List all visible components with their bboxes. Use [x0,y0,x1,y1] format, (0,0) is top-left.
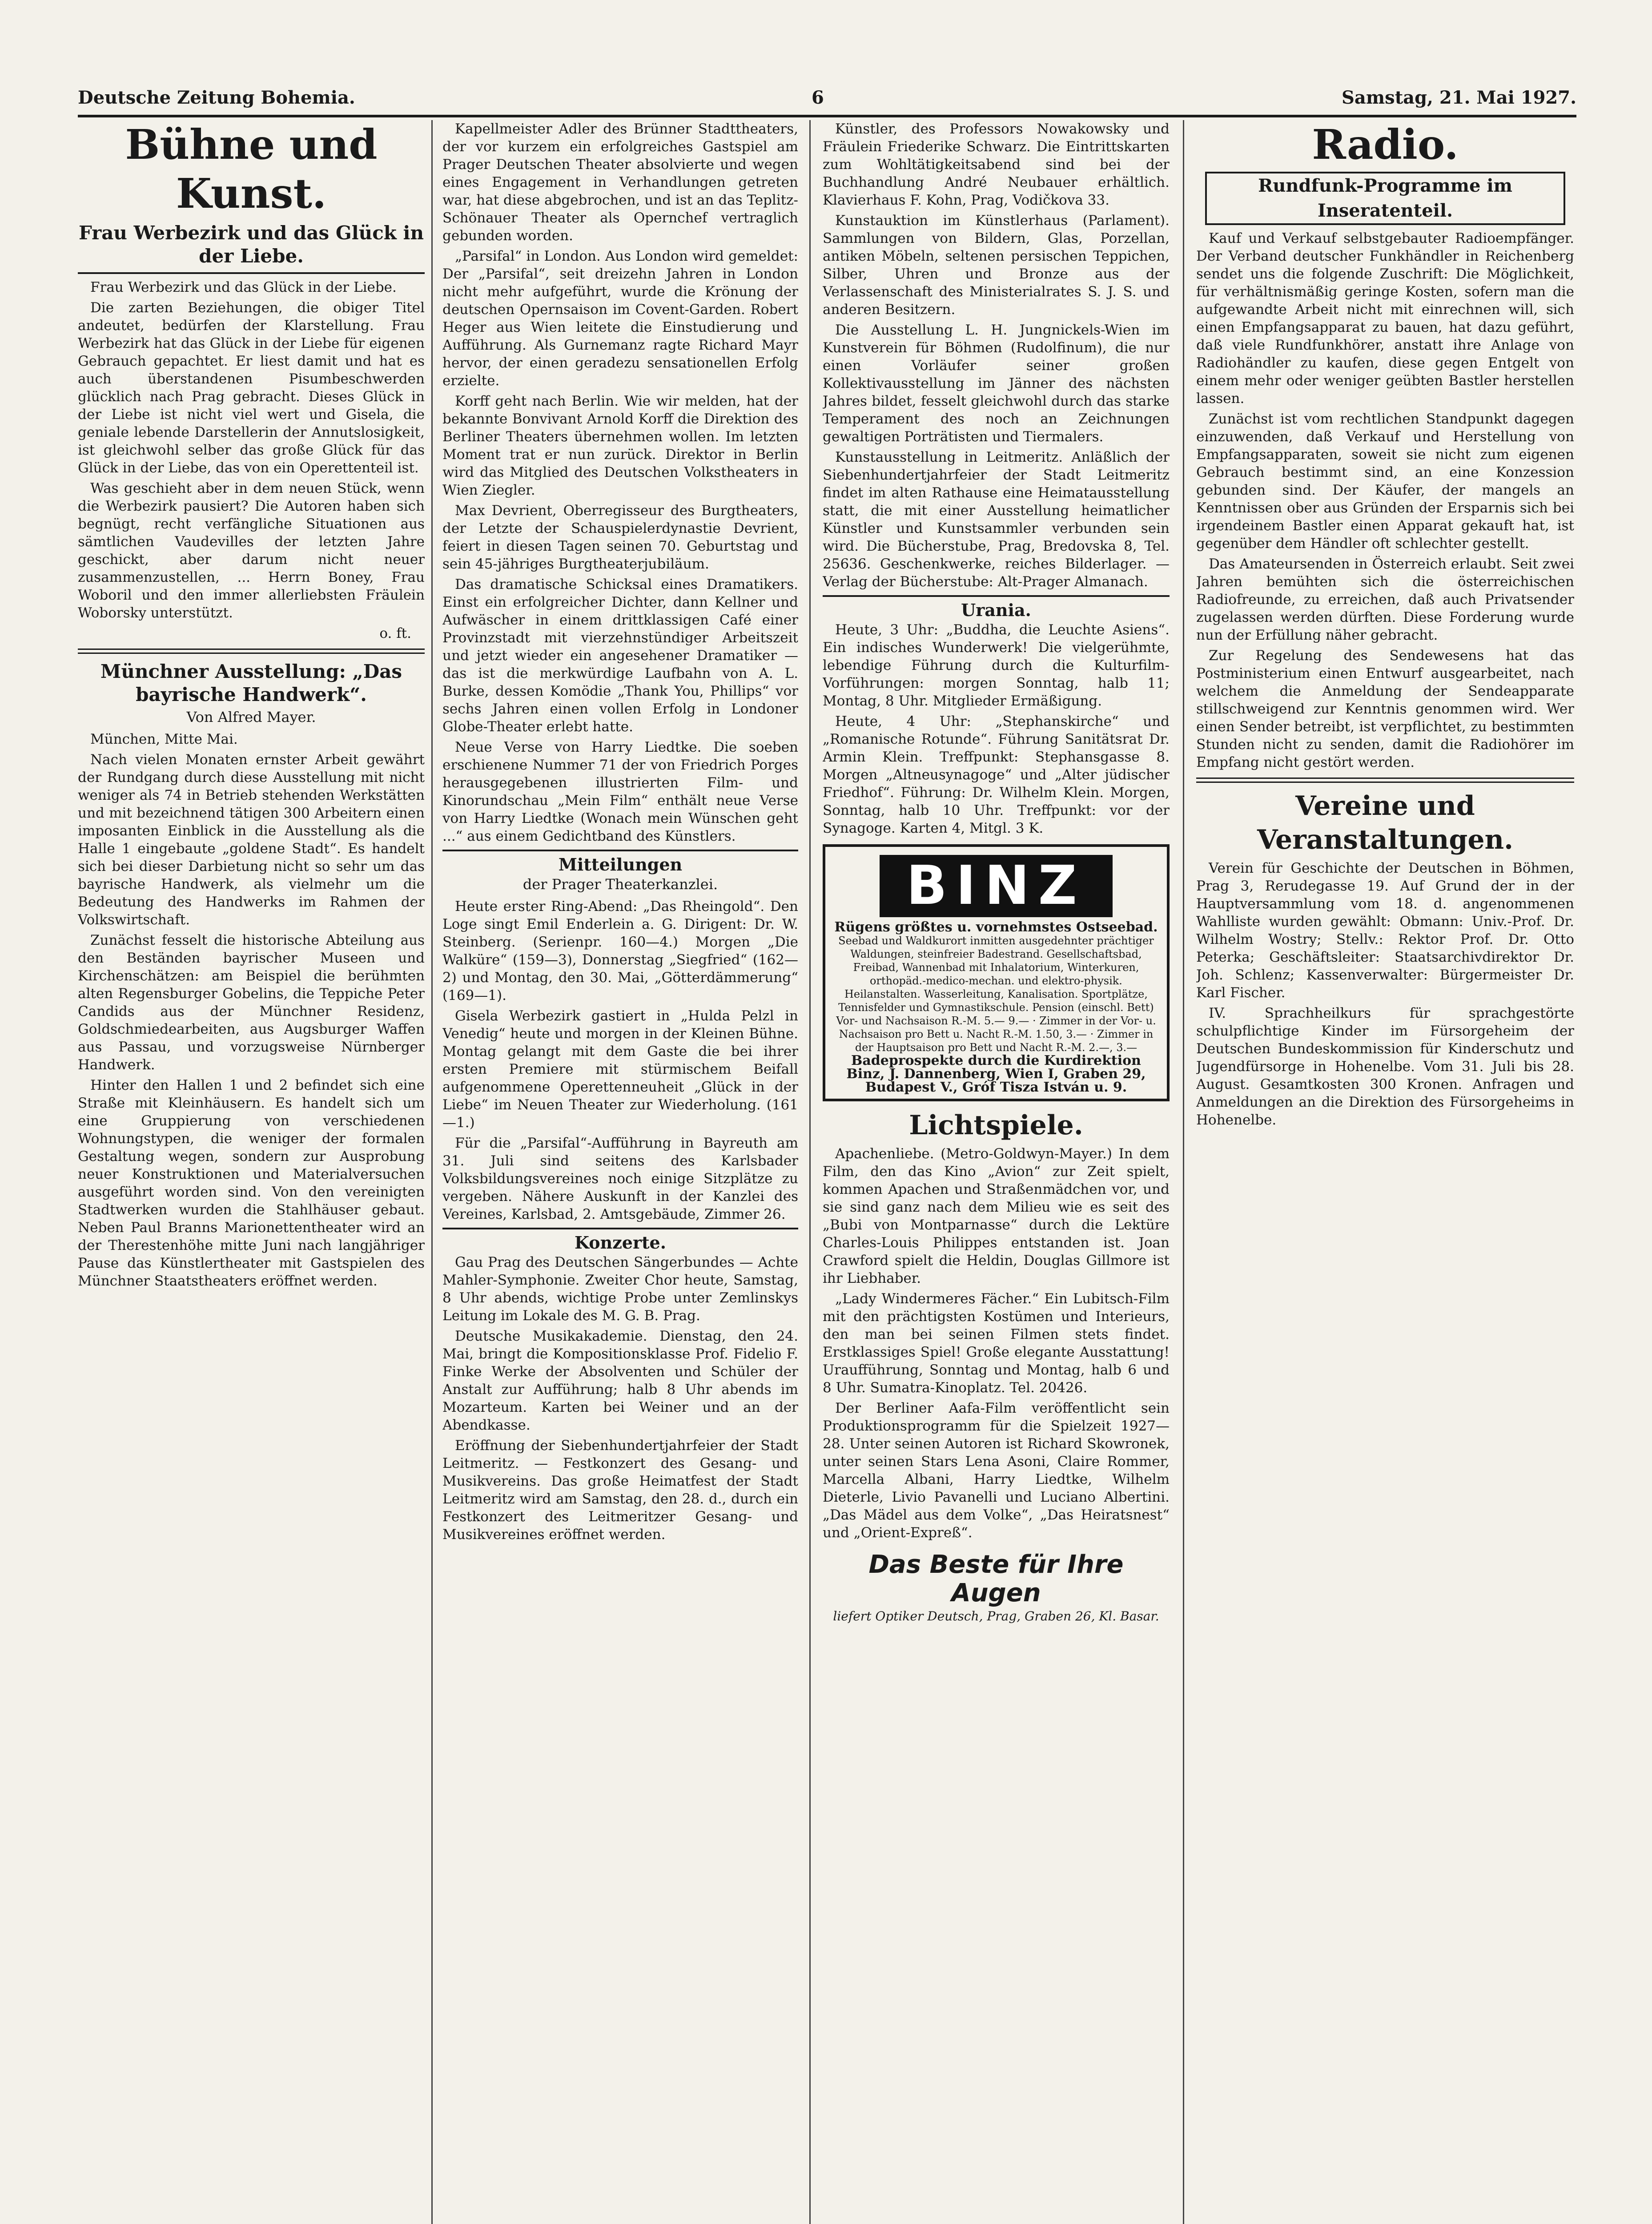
article-paragraph: Das Amateursenden in Österreich erlaubt. Seit zwei Jahren bemühten sich die österreichischen Radiofreunde, zu erreichen, daß auch Privatsender zugelassen werden dürften. Diese Forderung wurde nun der Erfüllung näher gebracht. [1196,556,1574,643]
article-paragraph: Kapellmeister Adler des Brünner Stadttheaters, der vor kurzem ein erfolgreiches Gastspiel am Prager Deutschen Theater absolvierte und wegen eines Engagement in Verhandlungen getreten war, hat diese abgebrochen, und ist an das Teplitz-Schönauer Theater als Opernchef vertraglich gebunden worden. [442,121,798,244]
article-author: Von Alfred Mayer. [186,709,316,725]
article-paragraph: Heute, 4 Uhr: „Stephanskirche“ und „Romanische Rotunde“. Führung Sanitätsrat Dr. Armin Klein. Treffpunkt: Stephansgasse 8. Morgen „Altneusynagoge“ und „Alter jüdischer Friedhof“. Führung: Dr. Wilhelm Klein. Morgen, Sonntag, halb 10 Uhr. Treffpunkt: vor der Synagoge. Karten 4, Mitgl. 3 K. [823,713,1170,836]
article-paragraph: Das dramatische Schicksal eines Dramatikers. Einst ein erfolgreicher Dichter, dann Kellner und Aufwäscher in einem drittklassigen Café einer Provinzstadt mit vierzehnstündiger Arbeitszeit und jetzt wieder ein angesehener Dramatiker — das ist die merkwürdige Laufbahn von A. L. Burke, dessen Komödie „Thank You, Phillips“ vor sechs Jahren einen vollen Erfolg in Londoner Globe-Theater erlebt hatte. [442,576,798,735]
article-paragraph: Nach vielen Monaten ernster Arbeit gewährt der Rundgang durch diese Ausstellung mit nicht weniger als 74 in Betrieb stehenden Werkstätten und mit bezeichnend tätigen 300 Arbeitern einen imposanten Einblick in die Ausstellung als die Halle 1 eingebaute „goldene Stadt“. Es handelt sich bei dieser Darbietung nicht so sehr um das bayrische Handwerk, als vielmehr um die Bedeutung des Handwerks im Rahmen der Volkswirtschaft. [78,752,425,928]
column-3 [823,120,1170,2224]
article-paragraph: Zur Regelung des Sendewesens hat das Postministerium einen Entwurf ausgearbeitet, nach welchem die Anmeldung der Sendeapparate stillschweigend zur Kenntnis genommen wird. Wer einen Sender betreibt, ist verpflichtet, zu bestimmten Stunden nicht zu senden, damit die Radiohörer im Empfang nicht gestört werden. [1196,648,1574,770]
article-paragraph: Deutsche Musikakademie. Dienstag, den 24. Mai, bringt die Kompositionsklasse Prof. Fidelio F. Finke Werke der Absolventen und Schüler der Anstalt zur Aufführung; halb 8 Uhr abends im Mozarteum. Karten bei Weiner und an der Abendkasse. [442,1328,798,1433]
article-paragraph: Verein für Geschichte der Deutschen in Böhmen, Prag 3, Rerudegasse 19. Auf Grund der in der Hauptversammlung vom 18. d. angenommenen Wahlliste wurden gewählt: Obmann: Univ.-Prof. Dr. Wilhelm Wostry; Stellv.: Rektor Prof. Dr. Otto Peterka; Geschäftsleiter: Staatsarchivdirektor Dr. Joh. Schlenz; Kassenverwalter: Bürgermeister Dr. Karl Fischer. [1196,860,1574,1001]
article-paragraph: Zunächst ist vom rechtlichen Standpunkt dagegen einzuwenden, daß Verkauf und Herstellung von Empfangsapparaten, soweit sie nicht zum eigenen Gebrauch bestimmt sind, an eine Konzession gebunden sind. Der Käufer, der mangels an Kenntnissen ober aus Gründen der Ersparnis sich bei irgendeinem Bastler einen Apparat gekauft hat, ist gegenüber dem Händler oft schlechter gestellt. [1196,411,1574,552]
article-headline: Münchner Ausstellung: „Das bayrische Handwerk“. [100,661,402,705]
section-title-radio: Radio. [1312,121,1459,169]
section-title-lichtspiele: Lichtspiele. [909,1110,1083,1141]
page-header [78,79,1576,117]
ad-footer: Badeprospekte durch die Kurdirektion Binz, J. Dannenberg, Wien I, Graben 29, Budapest V., Gróf Tisza István u. 9. [846,1053,1146,1095]
section-title-vereine: Vereine und Veranstaltungen. [1257,790,1514,855]
article-paragraph: Kunstauktion im Künstlerhaus (Parlament). Sammlungen von Bildern, Glas, Porzellan, antiken Möbeln, seltenen persischen Teppichen, Silber, Uhren und Bronze aus der Verlassenschaft des Ministerialrates S. J. S. und anderen Besitzern. [823,213,1170,318]
ad-tagline: Rügens größtes u. vornehmstes Ostseebad. [834,919,1158,935]
subsection-title: Konzerte. [575,1233,666,1253]
rule [442,1228,798,1229]
rule [78,649,425,654]
article-paragraph: Heute erster Ring-Abend: „Das Rheingold“. Den Loge singt Emil Enderlein a. G. Dirigent: Dr. W. Steinberg. (Serienpr. 160—4.) Morgen „Die Walküre“ (159—3), Donnerstag „Siegfried“ (162—2) und Montag, den 30. Mai, „Götterdämmerung“ (169—1). [442,898,798,1003]
article-paragraph: Max Devrient, Oberregisseur des Burgtheaters, der Letzte der Schauspielerdynastie Devrient, feiert in diesen Tagen seinen 70. Geburtstag und sein 45-jähriges Burgtheaterjubiläum. [442,503,798,572]
article-paragraph: Für die „Parsifal“-Aufführung in Bayreuth am 31. Juli sind seitens des Karlsbader Volksbildungsvereines noch einige Sitzplätze zu vergeben. Nähere Auskunft in der Kanzlei des Vereines, Karlsbad, 2. Amtsgebäude, Zimmer 26. [442,1135,798,1222]
article-paragraph: Was geschieht aber in dem neuen Stück, wenn die Werbezirk pausiert? Die Autoren haben sich begnügt, recht verfängliche Situationen aus sämtlichen Vaudevilles der letzten Jahre geschickt, aber darum nicht neuer zusammenzustellen, ... Herrn Boney, Frau Woboril und den immer allerliebsten Fräulein Woborsky unterstützt. [78,480,425,621]
article-paragraph: Kauf und Verkauf selbstgebauter Radioempfänger. Der Verband deutscher Funkhändler in Reichenberg sendet uns die folgende Zuschrift: Die Möglichkeit, für verhältnismäßig geringe Kosten, sofern man die aufgewandte Arbeit nicht mit einrechnen will, sich einen Empfangsapparat zu bauen, hat dazu geführt, daß viele Rundfunkhörer, anstatt ihre Anlage von Radiohändler zu kaufen, diese gegen Entgelt von einem mehr oder weniger geübten Bastler herstellen lassen. [1196,230,1574,407]
page-number: 6 [812,87,824,108]
article-headline: Frau Werbezirk und das Glück in der Liebe. [79,222,424,267]
issue-date: Samstag, 21. Mai 1927. [1342,87,1576,108]
article-paragraph: Frau Werbezirk und das Glück in der Liebe. [90,279,397,295]
article-paragraph: Neue Verse von Harry Liedtke. Die soeben erschienene Nummer 71 der von Friedrich Porges herausgegebenen illustrierten Film- und Kinorundschau „Mein Film“ enthält neue Verse von Harry Liedtke (Wonach mein Wünschen geht ...“ aus einem Gedichtband des Künstlers. [442,739,798,844]
rule [1196,778,1574,783]
article-paragraph: Kunstausstellung in Leitmeritz. Anläßlich der Siebenhundertjahrfeier der Stadt Leitmeritz findet im alten Rathause eine Heimatausstellung statt, die mit einer Ausstellung heimatlicher Künstler und Kunstsammler verbunden sein wird. Die Bücherstube, Prag, Bredovska 8, Tel. 25636. Geschenkwerke, reiches Bilderlager. — Verlag der Bücherstube: Alt-Prager Almanach. [823,449,1170,590]
rule [442,850,798,851]
article-paragraph: Künstler, des Professors Nowakowsky und Fräulein Friederike Schwarz. Die Eintrittskarten zum Wohltätigkeitsabend sind bei der Buchhandlung André Neubauer erhältlich. Klavierhaus F. Kohn, Prag, Vodičkova 33. [823,121,1170,208]
ad-subtext: liefert Optiker Deutsch, Prag, Graben 26, Kl. Basar. [833,1609,1159,1624]
ad-text: Seebad und Waldkurort inmitten ausgedehnter prächtiger Waldungen, steinfreier Badestrand. Gesellschaftsbad, Freibad, Wannenbad mit Inhalatorium, Winterkuren, orthopäd.-medico-mechan. und elektro-physik. Heilanstalten. Wasserleitung, Kanalisation. Sportplätze, Tennisfelder und Gymnastikschule. Pension (einschl. Bett) Vor- und Nachsaison R.-M. 5.— 9.— · Zimmer in der Vor- u. Nachsaison pro Bett u. Nacht R.-M. 1.50, 3.— · Zimmer in der Hauptsaison pro Bett und Nacht R.-M. 2.—, 3.— [836,935,1156,1054]
advertisement-optiker: Das Beste für Ihre Augen [868,1550,1124,1608]
column-1 [78,120,425,2224]
column-2 [442,120,798,2224]
article-dateline: München, Mitte Mai. [90,731,238,747]
article-paragraph: Die Ausstellung L. H. Jungnickels-Wien im Kunstverein für Böhmen (Rudolfinum), die nur einen Vorläufer seiner großen Kollektivausstellung im Jänner des nächsten Jahres bildet, fesselt gleichwohl durch das starke Temperament des noch an Zeichnungen gewaltigen Porträtisten und Tiermalers. [823,322,1170,445]
article-paragraph: Gisela Werbezirk gastiert in „Hulda Pelzl in Venedig“ heute und morgen in der Kleinen Bühne. Montag gelangt mit dem Gaste die bei ihrer ersten Premiere mit stürmischem Beifall aufgenommene Operettenneuheit „Glück in der Liebe“ im Neuen Theater zur Wiederholung. (161—1.) [442,1008,798,1131]
article-paragraph: IV. Sprachheilkurs für sprachgestörte schulpflichtige Kinder im Fürsorgeheim der Deutschen Bundeskommission für Kinderschutz und Jugendfürsorge in Hohenelbe. Vom 31. Juli bis 28. August. Gesamtkosten 300 Kronen. Anfragen und Anmeldungen an die Direktion des Fürsorgeheims in Hohenelbe. [1196,1005,1574,1128]
article-paragraph: Der Berliner Aafa-Film veröffentlicht sein Produktionsprogramm für die Spielzeit 1927—28. Unter seinen Autoren ist Richard Skowronek, unter seinen Stars Lena Asoni, Claire Rommer, Marcella Albani, Harry Liedtke, Wilhelm Dieterle, Livio Pavanelli und Luciano Albertini. „Das Mädel aus dem Volke“, „Das Heiratsnest“ und „Orient-Expreß“. [823,1400,1170,1541]
subsection-title: Urania. [961,600,1031,620]
column-divider [809,120,811,2224]
article-paragraph: „Parsifal“ in London. Aus London wird gemeldet: Der „Parsifal“, seit dreizehn Jahren in London nicht mehr aufgeführt, wurde die Krönung der deutschen Opernsaison im Covent-Garden. Robert Heger aus Wien leitete die Einstudierung und Aufführung. Als Gurnemanz ragte Richard Mayr hervor, der einen geradezu sensationellen Erfolg erzielte. [442,248,798,389]
article-paragraph: „Lady Windermeres Fächer.“ Ein Lubitsch-Film mit den prächtigsten Kostümen und Interieurs, den man bei seinen Filmen stets findet. Erstklassiges Spiel! Große elegante Ausstattung! Uraufführung, Sonntag und Montag, halb 6 und 8 Uhr. Sumatra-Kinoplatz. Tel. 20426. [823,1291,1170,1396]
subsection-title: Mitteilungen [558,854,683,874]
masthead-title: Deutsche Zeitung Bohemia. [78,87,355,108]
article-paragraph: Eröffnung der Siebenhundertjahrfeier der Stadt Leitmeritz. — Festkonzert des Gesang- und Musikvereins. Das große Heimatfest der Stadt Leitmeritz wird am Samstag, den 28. d., durch ein Festkonzert des Leitmeritzer Gesang- und Musikvereines eröffnet werden. [442,1438,798,1543]
article-paragraph: Apachenliebe. (Metro-Goldwyn-Mayer.) In dem Film, den das Kino „Avion“ zur Zeit spielt, kommen Apachen und Straßenmädchen vor, und sie sind ganz nach dem Milieu wie es seit des „Bubi von Montparnasse“ durch die Lektüre Charles-Louis Philippes entstanden ist. Joan Crawford spielt die Heldin, Douglas Gillmore ist ihr Liebhaber. [823,1146,1170,1286]
rule [78,272,425,274]
rule [823,595,1170,597]
column-divider [1183,120,1184,2224]
author-signature: o. ft. [379,625,411,641]
article-paragraph: Die zarten Beziehungen, die obiger Titel andeutet, bedürfen der Klarstellung. Frau Werbezirk hat das Glück in der Liebe für eigenen Gebrauch gepachtet. Er liest damit und hat es auch überstandenen Pisumbeschwerden glücklich nach Prag gebracht. Dieses Glück in der Liebe ist nicht viel wert und Gisela, die geniale lebende Darstellerin der Annutslosigkeit, ist gleichwohl selber das große Glück für das Glück in der Liebe, das von ein Operettenteil ist. [78,300,425,476]
subsection-subtitle: der Prager Theaterkanzlei. [523,876,718,893]
column-4 [1196,120,1574,2224]
radio-program-box: Rundfunk-Programme im Inseratenteil. [1205,172,1565,225]
binz-logo: BINZ [880,855,1113,917]
article-paragraph: Hinter den Hallen 1 und 2 befindet sich eine Straße mit Kleinhäusern. Es handelt sich um eine Gruppierung von verschiedenen Wohnungstypen, die weniger der formalen Gestaltung wegen, sondern zur Ausprobung neuer Konstruktionen und Materialversuchen ausgeführt worden sind. Von den vereinigten Stadtwerken wurden die Stahlhäuser gebaut. Neben Paul Branns Marionettentheater wird an der Therestenhöhe mitte Juni nach langjähriger Pause das Künstlertheater mit Gastspielen des Münchner Staatstheaters eröffnet werden. [78,1077,425,1289]
section-title-buehne: Bühne und Kunst. [125,121,378,218]
article-paragraph: Gau Prag des Deutschen Sängerbundes — Achte Mahler-Symphonie. Zweiter Chor heute, Samstag, 8 Uhr abends, wichtige Probe unter Zemlinskys Leitung im Lokale des M. G. B. Prag. [442,1254,798,1324]
article-paragraph: Heute, 3 Uhr: „Buddha, die Leuchte Asiens“. Ein indisches Wunderwerk! Die vielgerühmte, lebendige Führung durch die Kulturfilm-Vorführungen: morgen Sonntag, halb 11; Montag, 8 Uhr. Mitglieder Ermäßigung. [823,622,1170,709]
column-divider [431,120,433,2224]
article-paragraph: Korff geht nach Berlin. Wie wir melden, hat der bekannte Bonvivant Arnold Korff die Direktion des Berliner Theaters übernehmen wollen. Im letzten Moment trat er nun zurück. Direktor in Berlin wird das Mitglied des Deutschen Volkstheaters in Wien Ziegler. [442,393,798,498]
article-paragraph: Zunächst fesselt die historische Abteilung aus den Beständen bayrischer Museen und Kirchenschätzen: am Beispiel die berühmten alten Regensburger Gobelins, die Teppiche Peter Candids aus der Münchner Residenz, Goldschmiedearbeiten, aus Augsburger Waffen aus Passau, und vorzugsweise Nürnberger Handwerk. [78,932,425,1073]
advertisement-binz [823,844,1170,1101]
